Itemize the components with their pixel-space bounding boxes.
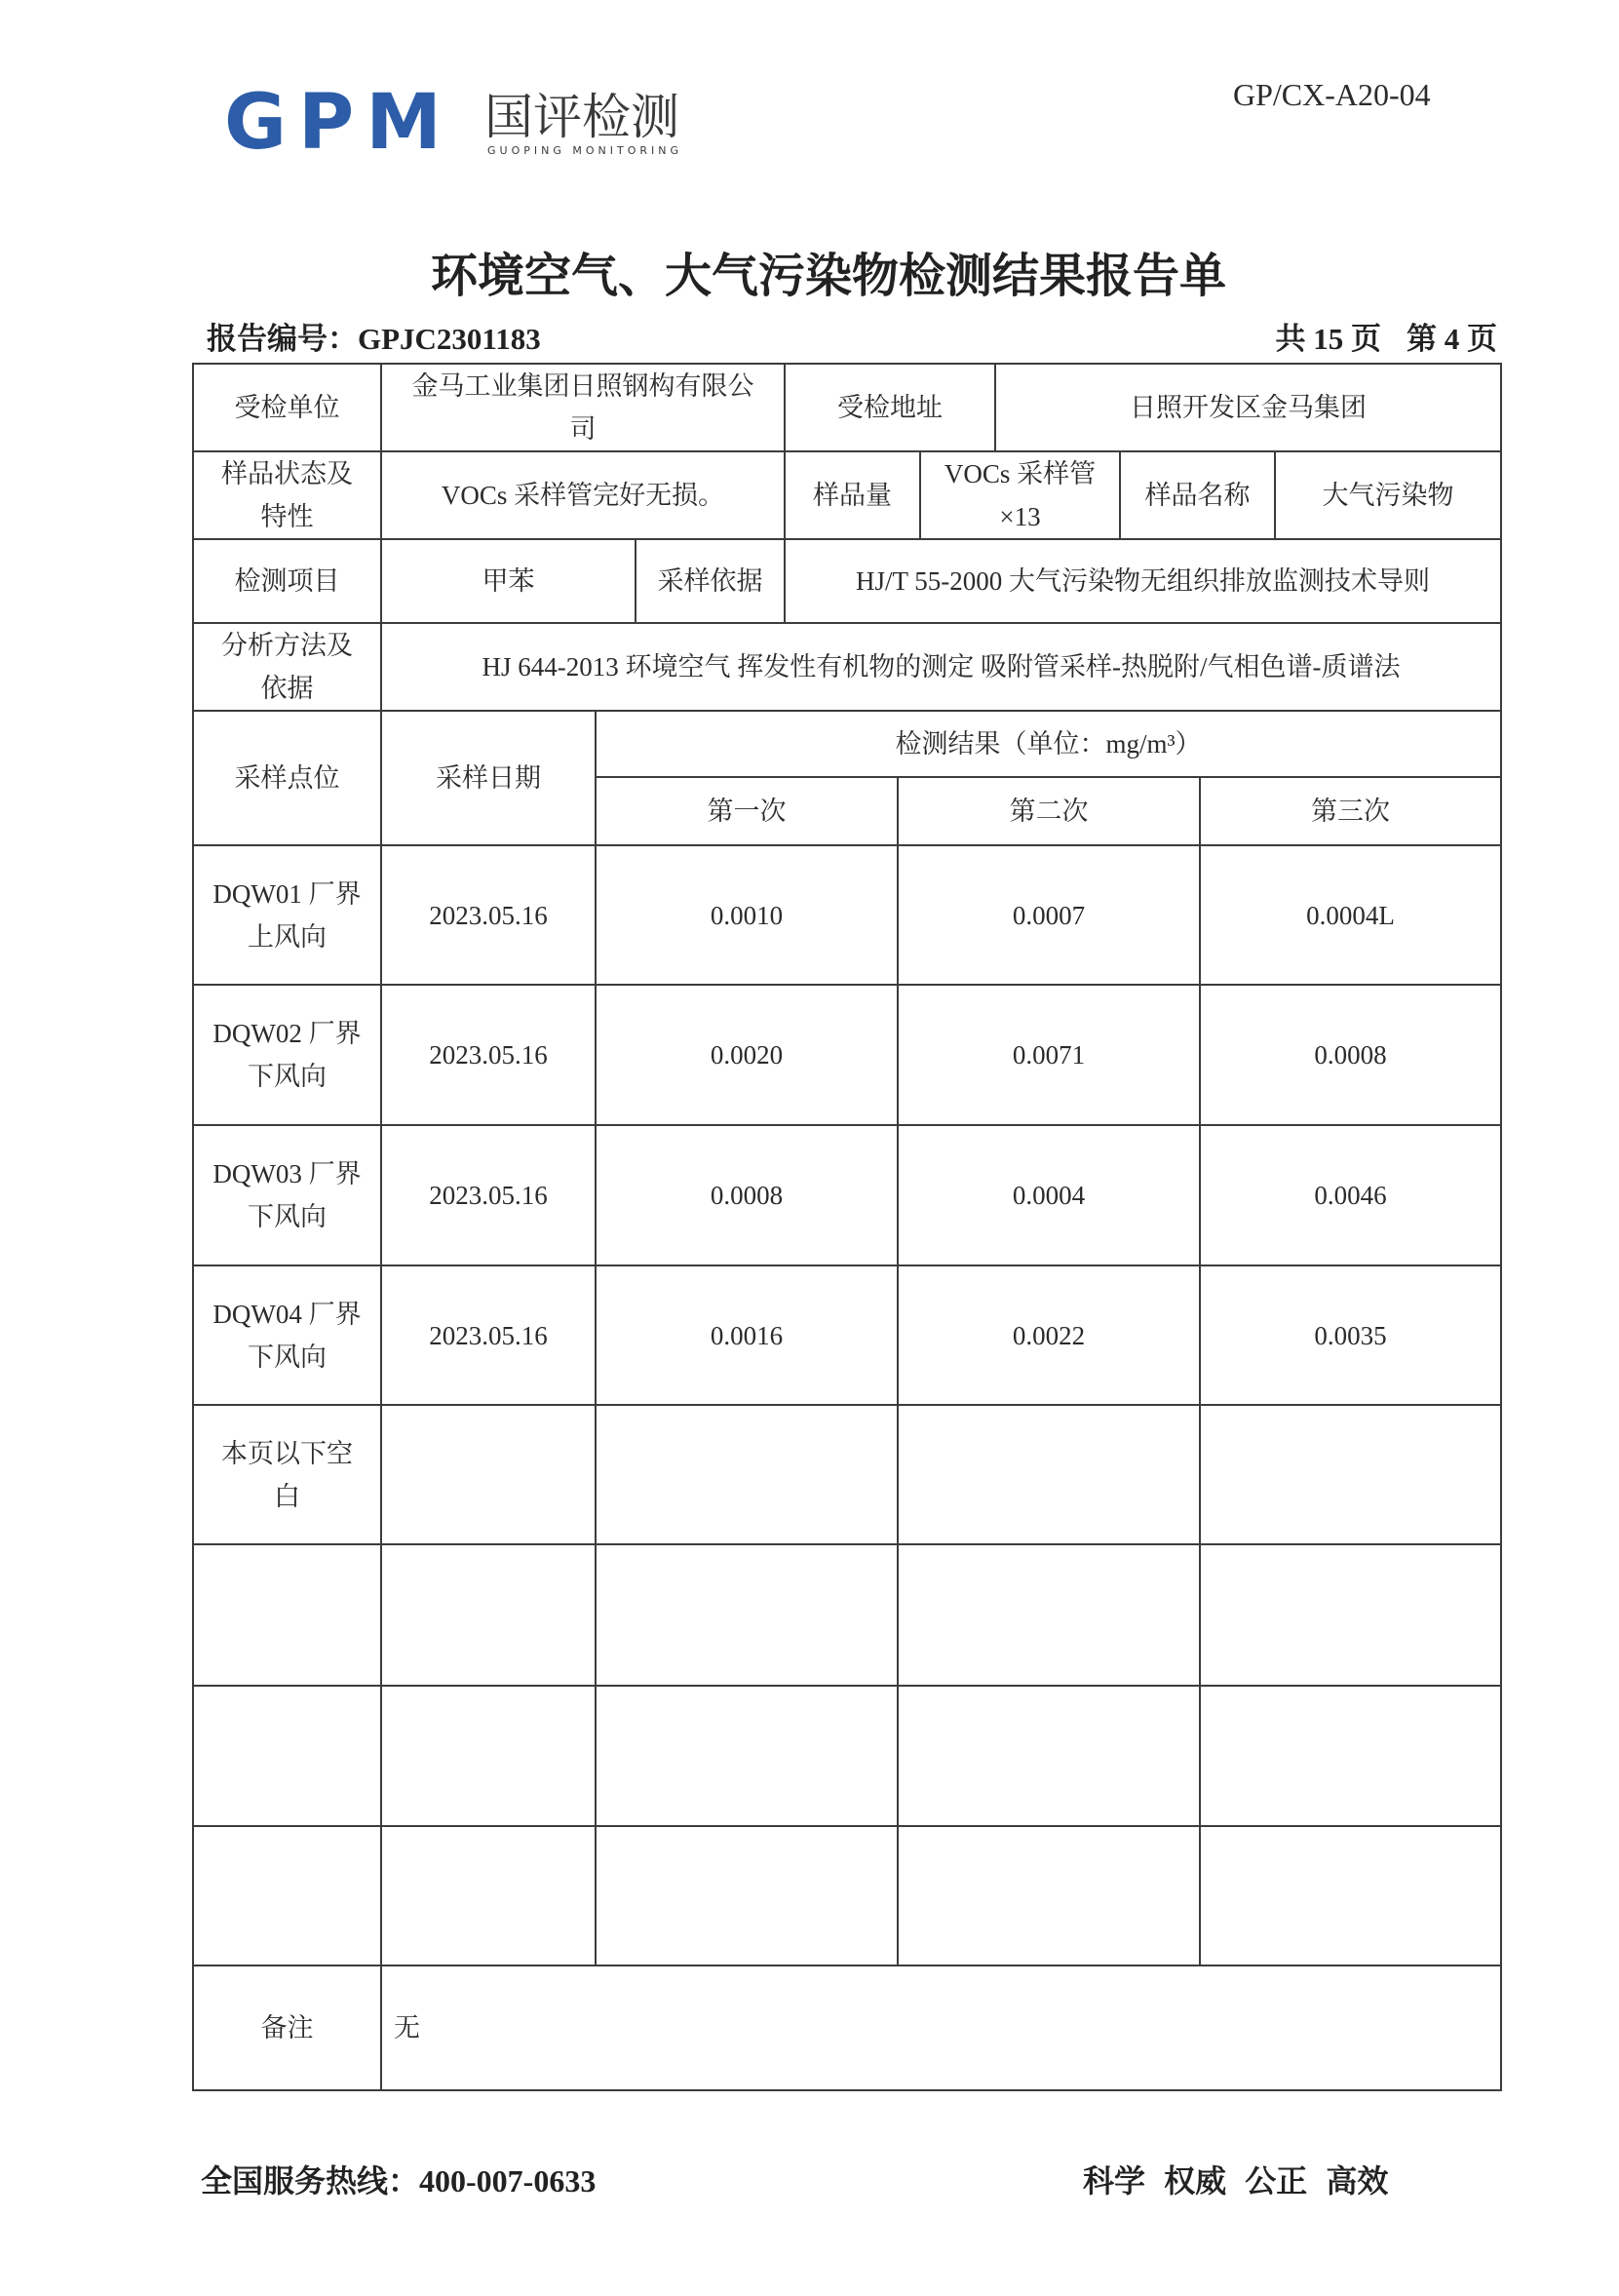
round-3-header: 第三次 (1200, 777, 1501, 845)
empty-cell (898, 1686, 1200, 1826)
logo-en-text: GUOPING MONITORING (487, 144, 682, 157)
sampling-basis-label: 采样依据 (636, 539, 785, 623)
sampling-point-cell: DQW03 厂界下风向 (193, 1125, 381, 1265)
sample-qty-value: VOCs 采样管×13 (920, 451, 1120, 539)
empty-cell (381, 1544, 596, 1686)
remarks-value: 无 (381, 1965, 1501, 2090)
report-table (192, 363, 1502, 2091)
method-value: HJ 644-2013 环境空气 挥发性有机物的测定 吸附管采样-热脱附/气相色谱-质谱法 (381, 623, 1501, 711)
footer-slogan: 科学 权威 公正 高效 (1083, 2162, 1389, 2199)
sampling-point-header: 采样点位 (193, 711, 381, 845)
empty-cell (193, 1544, 381, 1686)
empty-cell (898, 1405, 1200, 1544)
empty-cell (898, 1826, 1200, 1965)
result-round-1-cell: 0.0016 (596, 1265, 898, 1405)
sampling-date-cell: 2023.05.16 (381, 1125, 596, 1265)
sampling-date-cell: 2023.05.16 (381, 1265, 596, 1405)
address-label: 受检地址 (785, 364, 995, 451)
footer-hotline (201, 2162, 596, 2199)
sample-row (193, 451, 1501, 539)
blank-note-cell: 本页以下空白 (193, 1405, 381, 1544)
round-2-header: 第二次 (898, 777, 1200, 845)
sampling-point-cell: DQW02 厂界下风向 (193, 985, 381, 1125)
page-info (1276, 322, 1498, 357)
sample-state-label: 样品状态及特性 (193, 451, 381, 539)
empty-cell (381, 1405, 596, 1544)
empty-cell (1200, 1826, 1501, 1965)
client-row (193, 364, 1501, 451)
empty-cell (596, 1544, 898, 1686)
result-round-2-cell: 0.0007 (898, 845, 1200, 985)
logo-letters: GPM (224, 79, 453, 167)
empty-cell (381, 1686, 596, 1826)
empty-cell (1200, 1405, 1501, 1544)
result-round-1-cell: 0.0020 (596, 985, 898, 1125)
empty-cell (1200, 1544, 1501, 1686)
result-round-1-cell: 0.0008 (596, 1125, 898, 1265)
result-round-3-cell: 0.0004L (1200, 845, 1501, 985)
empty-cell (596, 1405, 898, 1544)
test-item-row (193, 539, 1501, 623)
result-round-2-cell: 0.0071 (898, 985, 1200, 1125)
table-row (193, 1265, 1501, 1405)
logo-cn-text: 国评检测 (484, 89, 679, 145)
report-number: GPJC2301183 (358, 322, 541, 356)
table-row (193, 845, 1501, 985)
test-item-label: 检测项目 (193, 539, 381, 623)
empty-row (193, 1826, 1501, 1965)
result-round-3-cell: 0.0035 (1200, 1265, 1501, 1405)
page-total: 共 15 页 (1275, 322, 1381, 356)
result-round-3-cell: 0.0008 (1200, 985, 1501, 1125)
client-value: 金马工业集团日照钢构有限公司 (381, 364, 785, 451)
test-item-value: 甲苯 (381, 539, 636, 623)
client-label: 受检单位 (193, 364, 381, 451)
result-round-2-cell: 0.0004 (898, 1125, 1200, 1265)
sample-name-value: 大气污染物 (1275, 451, 1501, 539)
sample-name-label: 样品名称 (1120, 451, 1275, 539)
sample-state-value: VOCs 采样管完好无损。 (381, 451, 785, 539)
sampling-date-cell: 2023.05.16 (381, 845, 596, 985)
empty-cell (1200, 1686, 1501, 1826)
table-row (193, 1125, 1501, 1265)
remarks-label: 备注 (193, 1965, 381, 2090)
hotline-number: 400-007-0633 (419, 2163, 597, 2199)
empty-cell (898, 1544, 1200, 1686)
report-number-line (207, 322, 541, 357)
empty-cell (193, 1826, 381, 1965)
page-current: 第 4 页 (1407, 322, 1497, 356)
empty-row (193, 1686, 1501, 1826)
report-number-label: 报告编号： (207, 322, 358, 356)
sampling-point-cell: DQW01 厂界上风向 (193, 845, 381, 985)
method-label: 分析方法及依据 (193, 623, 381, 711)
empty-cell (193, 1686, 381, 1826)
empty-cell (596, 1826, 898, 1965)
remarks-row (193, 1965, 1501, 2090)
report-title: 环境空气、大气污染物检测结果报告单 (430, 249, 1226, 303)
form-code: GP/CX-A20-04 (1233, 77, 1431, 112)
empty-cell (596, 1686, 898, 1826)
sampling-basis-value: HJ/T 55-2000 大气污染物无组织排放监测技术导则 (785, 539, 1501, 623)
sampling-date-cell: 2023.05.16 (381, 985, 596, 1125)
empty-cell (381, 1826, 596, 1965)
round-1-header: 第一次 (596, 777, 898, 845)
sample-qty-label: 样品量 (785, 451, 920, 539)
method-row (193, 623, 1501, 711)
sampling-point-cell: DQW04 厂界下风向 (193, 1265, 381, 1405)
empty-row (193, 1544, 1501, 1686)
results-header-row (193, 711, 1501, 777)
result-round-1-cell: 0.0010 (596, 845, 898, 985)
result-round-2-cell: 0.0022 (898, 1265, 1200, 1405)
blank-note-row (193, 1405, 1501, 1544)
result-round-3-cell: 0.0046 (1200, 1125, 1501, 1265)
address-value: 日照开发区金马集团 (995, 364, 1501, 451)
result-header: 检测结果（单位：mg/m³） (596, 711, 1501, 777)
hotline-label: 全国服务热线： (201, 2163, 420, 2199)
table-row (193, 985, 1501, 1125)
sampling-date-header: 采样日期 (381, 711, 596, 845)
